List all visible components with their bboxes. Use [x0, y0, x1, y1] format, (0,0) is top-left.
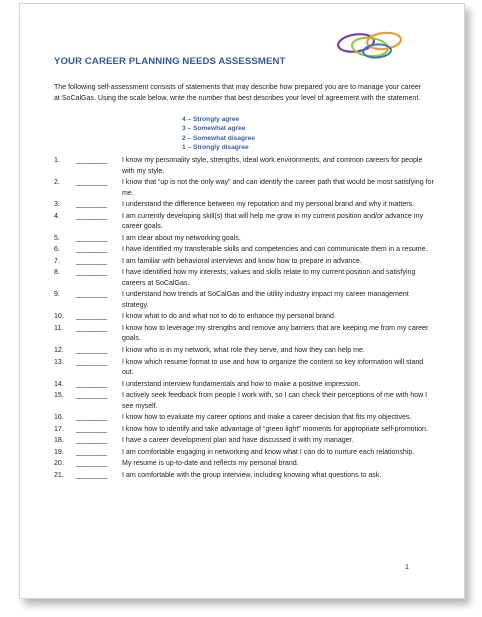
scale-item-2: 2 – Somewhat disagree — [182, 134, 255, 142]
item-number: 6. — [54, 246, 60, 254]
assessment-item — [54, 380, 434, 391]
answer-blank[interactable]: ________ — [76, 313, 108, 321]
answer-blank[interactable]: ________ — [76, 347, 108, 355]
item-number: 10. — [54, 313, 64, 321]
item-statement: I actively seek feedback from people I work with, so I can check their perceptions of me with how I see myself. — [122, 392, 428, 410]
item-statement: I know what to do and what not to do to enhance my personal brand. — [122, 313, 336, 321]
item-statement: I am currently developing skill(s) that will help me grow in my current position and/or advance my career goals. — [122, 212, 424, 231]
intro-paragraph: The following self-assessment consists of statements that may describe how prepared you are to manage your career at SoCalGas. Using the scale below, write the number that best describes your level of agreement with the statement. — [54, 84, 422, 102]
page-title: YOUR CAREER PLANNING NEEDS ASSESSMENT — [54, 56, 286, 67]
item-number: 19. — [54, 448, 64, 456]
answer-blank[interactable]: ________ — [76, 157, 108, 164]
answer-blank[interactable]: ________ — [76, 324, 108, 332]
item-number: 8. — [54, 269, 60, 277]
answer-blank[interactable]: ________ — [76, 471, 108, 479]
assessment-item — [54, 324, 434, 345]
item-statement: I am comfortable with the group interview, including knowing what questions to ask. — [122, 471, 382, 479]
answer-blank[interactable]: ________ — [76, 437, 108, 445]
item-number: 16. — [54, 414, 64, 422]
item-statement: I know how to leverage my strengths and remove any barriers that are keeping me from my career goals. — [122, 324, 429, 343]
answer-blank[interactable]: ________ — [76, 358, 108, 366]
answer-blank[interactable]: ________ — [76, 212, 108, 220]
answer-blank[interactable]: ________ — [76, 425, 108, 433]
item-statement: I know how to identify and take advantage of “green light” moments for appropriate self-promotion. — [122, 425, 428, 433]
item-statement: I know which resume format to use and how to organize the content so key information will stand out. — [122, 358, 424, 377]
item-number: 4. — [54, 212, 60, 220]
assessment-item — [54, 268, 434, 289]
assessment-item — [54, 312, 434, 323]
item-statement: I have identified how my interests, values and skills relate to my current position and satisfying careers at SoCalGas. — [122, 269, 416, 287]
item-statement: I know how to evaluate my career options and make a career decision that fits my objectives. — [122, 414, 412, 422]
assessment-item — [54, 358, 434, 379]
assessment-item — [54, 459, 434, 470]
page-number: 1 — [405, 564, 409, 571]
item-statement: My resume is up-to-date and reflects my personal brand. — [122, 460, 299, 468]
item-number: 12. — [54, 347, 64, 355]
item-number: 11. — [54, 324, 64, 332]
answer-blank[interactable]: ________ — [76, 234, 108, 242]
answer-blank[interactable]: ________ — [76, 201, 108, 209]
answer-blank[interactable]: ________ — [76, 460, 108, 468]
answer-blank[interactable]: ________ — [76, 179, 108, 187]
assessment-item — [54, 245, 434, 256]
assessment-list — [54, 156, 434, 482]
answer-blank[interactable]: ________ — [76, 246, 108, 254]
document-page — [19, 3, 465, 599]
item-number: 18. — [54, 437, 64, 445]
assessment-item — [54, 391, 434, 412]
assessment-item — [54, 436, 434, 447]
assessment-item — [54, 200, 434, 211]
assessment-item — [54, 257, 434, 268]
item-statement: I understand the difference between my reputation and my personal brand and why it matters. — [122, 201, 415, 209]
scale-item-3: 3 – Somewhat agree — [182, 125, 246, 133]
item-number: 5. — [54, 234, 60, 242]
item-number: 1. — [54, 157, 60, 164]
assessment-item — [54, 178, 434, 199]
answer-blank[interactable]: ________ — [76, 291, 108, 299]
item-number: 20. — [54, 460, 64, 468]
assessment-item — [54, 413, 434, 424]
item-number: 17. — [54, 425, 64, 433]
item-number: 13. — [54, 358, 64, 366]
assessment-item — [54, 234, 434, 245]
assessment-item — [54, 156, 434, 177]
scale-item-1: 1 – Strongly disagree — [182, 143, 249, 151]
item-statement: I know my personality style, strengths, ideal work environments, and common careers for people with my style. — [122, 157, 423, 175]
assessment-item — [54, 212, 434, 233]
item-statement: I understand how trends at SoCalGas and the utility industry impact my career management strategy. — [122, 291, 409, 309]
scale-item-4: 4 – Strongly agree — [182, 116, 240, 123]
answer-blank[interactable]: ________ — [76, 269, 108, 277]
assessment-item — [54, 448, 434, 459]
item-number: 3. — [54, 201, 60, 209]
item-number: 2. — [54, 179, 60, 187]
item-statement: I am familiar with behavioral interviews and know how to prepare in advance. — [122, 257, 362, 265]
answer-blank[interactable]: ________ — [76, 392, 108, 400]
answer-blank[interactable]: ________ — [76, 448, 108, 456]
answer-blank[interactable]: ________ — [76, 380, 108, 388]
item-statement: I am comfortable engaging in networking and know what I can do to nurture each relationship. — [122, 448, 415, 456]
assessment-item — [54, 425, 434, 436]
item-number: 21. — [54, 471, 64, 479]
answer-blank[interactable]: ________ — [76, 414, 108, 422]
item-statement: I know who is in my network, what role they serve, and how they can help me. — [122, 347, 365, 355]
item-statement: I am clear about my networking goals. — [122, 234, 241, 242]
item-number: 14. — [54, 380, 64, 388]
item-number: 7. — [54, 257, 60, 265]
item-statement: I know that “up is not the only way” and can identify the career path that would be most satisfying for me. — [122, 179, 434, 197]
item-statement: I understand interview fundamentals and how to make a positive impression. — [122, 380, 361, 388]
item-statement: I have a career development plan and have discussed it with my manager. — [122, 437, 354, 445]
rings-logo-icon — [332, 26, 410, 64]
answer-blank[interactable]: ________ — [76, 257, 108, 265]
item-statement: I have identified my transferable skills and competencies and can communicate them in a resume. — [122, 246, 428, 254]
rating-scale — [182, 115, 255, 152]
item-number: 15. — [54, 392, 64, 400]
assessment-item — [54, 346, 434, 357]
assessment-item — [54, 290, 434, 311]
item-number: 9. — [54, 291, 60, 299]
assessment-item — [54, 471, 434, 482]
